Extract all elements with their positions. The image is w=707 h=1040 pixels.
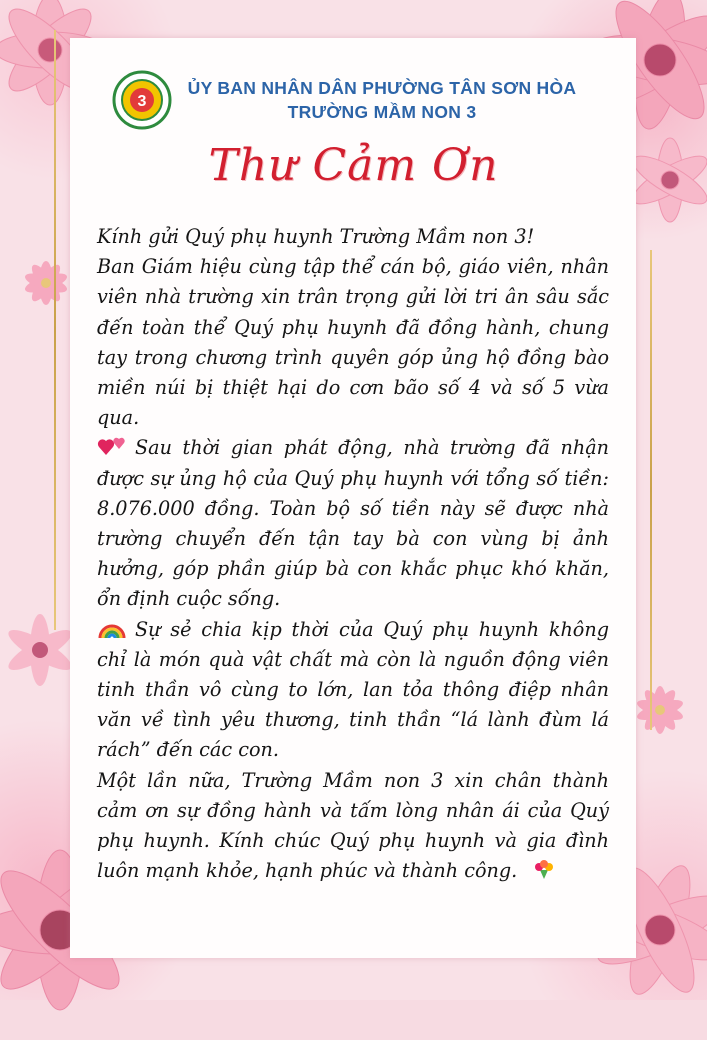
flower-left-small-decoration — [18, 255, 74, 311]
school-logo — [112, 70, 172, 130]
org-line-1: ỦY BAN NHÂN DÂN PHƯỜNG TÂN SƠN HÒA — [187, 78, 577, 98]
paragraph-1: Ban Giám hiệu cùng tập thể cán bộ, giáo viên, nhân viên nhà trường xin trân trọng gửi lời tri ân sâu sắc đến toàn thể Quý phụ huynh đã đồng hành, chung tay trong chương trình quyên góp ủng hộ đồng bào miền núi bị thiệt hại do cơn bão số 4 và số 5 vừa qua. — [97, 255, 609, 430]
paragraph-3 — [97, 615, 609, 766]
gold-line-left — [54, 30, 56, 630]
svg-text:3: 3 — [137, 93, 147, 110]
greeting: Kính gửi Quý phụ huynh Trường Mầm non 3! — [97, 225, 535, 248]
letter-body — [97, 222, 609, 886]
paragraph-3-text: Sự sẻ chia kịp thời của Quý phụ huynh không chỉ là món quà vật chất mà còn là nguồn động viên tinh thần vô cùng to lớn, lan tỏa thông điệp nhân văn về tình yêu thương, tinh thần “lá lành đùm lá rách” đến các con. — [97, 617, 609, 762]
organization-name — [172, 76, 592, 124]
paragraph-2-text: Sau thời gian phát động, nhà trường đã nhận được sự ủng hộ của Quý phụ huynh với tổng số tiền: 8.076.000 đồng. Toàn bộ số tiền này sẽ được nhà trường chuyển đến tận tay bà con vùng bị ảnh hưởng, góp phần giúp bà con khắc phục khó khăn, ổn định cuộc sống. — [97, 436, 609, 611]
paragraph-4-text: Một lần nữa, Trường Mầm non 3 xin chân thành cảm ơn sự đồng hành và tấm lòng nhân ái của Quý phụ huynh. Kính chúc Quý phụ huynh và gia đình luôn mạnh khỏe, hạnh phúc và thành công. — [97, 768, 609, 883]
paragraph-4 — [97, 766, 609, 887]
org-line-2: TRƯỜNG MẦM NON 3 — [287, 102, 477, 122]
bouquet-icon — [529, 860, 559, 880]
flower-right-lower-decoration — [630, 680, 690, 740]
rainbow-icon — [97, 619, 127, 639]
letter-title: Thư Cảm Ơn — [208, 140, 499, 191]
paragraph-2 — [97, 433, 609, 614]
two-hearts-icon — [97, 437, 127, 457]
gold-line-right — [650, 250, 652, 730]
letter-header — [112, 60, 592, 140]
